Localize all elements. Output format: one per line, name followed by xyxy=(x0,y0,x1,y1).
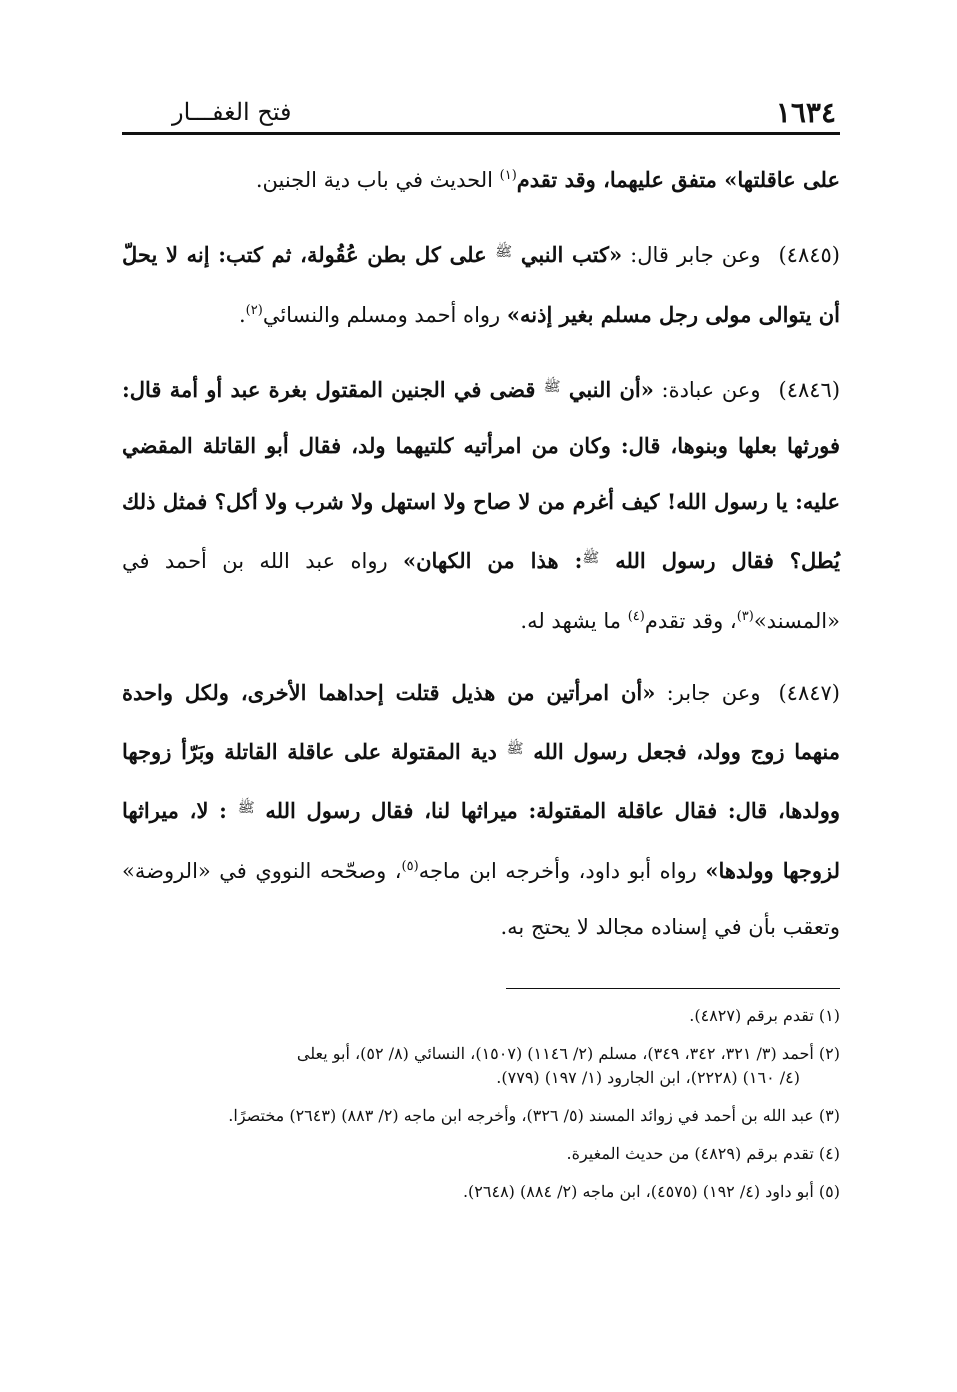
salutation-glyph: ﷺ xyxy=(506,741,524,757)
footnote-text: (٢) أحمد (٣/ ٣٢١، ٣٤٢، ٣٤٩)، مسلم (٢/ ١١٤٦) (١٥٠٧)، النسائي (٨/ ٥٢)، أبو يعلى xyxy=(296,1044,840,1063)
citation-text: رواه عبد الله بن أحمد في «المسند» xyxy=(122,549,840,633)
paragraph-text: الحديث في باب دية الجنين. xyxy=(255,168,500,192)
citation-text: ، وقد تقدم xyxy=(644,609,737,633)
hadith-number: (٤٨٤٧) xyxy=(778,681,840,705)
citation-text: رواه أحمد ومسلم والنسائي xyxy=(262,303,507,327)
salutation-glyph: ﷺ xyxy=(582,550,600,566)
footnote-4 xyxy=(122,1142,840,1166)
salutation-glyph: ﷺ xyxy=(543,379,561,395)
quote-text: «أن امرأتين من هذيل قتلت إحداهما الأخرى، ولكل واحدة منهما زوج وولد، فجعل رسول الله xyxy=(122,680,840,764)
footnote-ref: (١) xyxy=(499,168,517,183)
footnote-text: (٣) عبد الله بن أحمد في زوائد المسند (٥/ ٣٢٦)، وأخرجه ابن ماجه (٢/ ٨٨٣) (٢٦٤٣) مختصرًا. xyxy=(228,1106,840,1125)
running-header xyxy=(122,92,840,135)
hadith-4845 xyxy=(122,224,840,343)
footnote-ref: (٣) xyxy=(736,609,754,624)
quote-text: : لا، ميراثها لزوجها وولدها» xyxy=(122,798,840,883)
quote-text: «أن النبي xyxy=(560,377,654,402)
footnote-text-continued: (٤/ ١٦٠) (٢٢٢٨)، ابن الجارود (١/ ١٩٧) (٧٧٩). xyxy=(496,1068,800,1087)
footnote-text: (٥) أبو داود (٤/ ١٩٢) (٤٥٧٥)، ابن ماجه (٢/ ٨٨٤) (٢٦٤٨). xyxy=(462,1182,840,1201)
quote-text: : هذا من الكهان» xyxy=(402,548,583,573)
quote-text: دية المقتولة على عاقلة القاتلة وبَرّأ زوجها وولدها، قال: فقال عاقلة المقتولة: ميراثها لنا، فقال رسول الله xyxy=(122,739,841,823)
quote-text: على عاقلتها» متفق عليهما، وقد تقدم xyxy=(516,167,840,192)
paragraph-end: ، وصحّحه النووي في «الروضة» وتعقب بأن في إسناده مجالد لا يحتج به. xyxy=(122,859,840,939)
paragraph-end: ما يشهد له. xyxy=(520,609,628,633)
footnote-2 xyxy=(122,1042,840,1090)
narrator-lead: وعن عبادة: xyxy=(653,378,761,402)
footnote-3 xyxy=(122,1104,840,1128)
hadith-number: (٤٨٤٥) xyxy=(778,243,840,267)
footnote-5 xyxy=(122,1180,840,1204)
quote-text: «كتب النبي xyxy=(512,242,623,267)
main-text xyxy=(122,148,840,971)
hadith-4847 xyxy=(122,665,840,955)
footnotes xyxy=(122,1004,840,1218)
quote-text: على كل بطن عُقُولة، ثم كتب: إنه لا يحلّ أن يتوالى مولى رجل مسلم بغير إذنه» xyxy=(122,242,840,327)
book-title: فتح الغفـــار xyxy=(172,98,292,126)
footnote-divider xyxy=(506,988,840,989)
paragraph-end: . xyxy=(238,303,246,327)
footnote-text: (١) تقدم برقم (٤٨٢٧). xyxy=(689,1006,840,1025)
page-number: ١٦٣٤ xyxy=(775,96,836,129)
narrator-lead: وعن جابر: xyxy=(655,681,761,705)
quote-text: قضى في الجنين المقتول بغرة عبد أو أمة قال: فورثها بعلها وبنوها، قال: وكان من امرأتيه كلتيهما ولد، فقال أبو القاتلة المقضي عليه: يا رسول الله! كيف أغرم من لا صاح ولا استهل ولا شرب ولا أكل؟ فمثل ذلك يُطل؟ فقال رسول الله xyxy=(122,377,840,573)
footnote-1 xyxy=(122,1004,840,1028)
hadith-4846 xyxy=(122,359,840,649)
footnote-ref: (٥) xyxy=(401,859,419,874)
paragraph-continuation xyxy=(122,148,840,208)
hadith-number: (٤٨٤٦) xyxy=(778,378,841,402)
footnote-text: (٤) تقدم برقم (٤٨٢٩) من حديث المغيرة. xyxy=(566,1144,840,1163)
citation-text: رواه أبو داود، وأخرجه ابن ماجه xyxy=(418,859,706,883)
salutation-glyph: ﷺ xyxy=(237,800,255,816)
narrator-lead: وعن جابر قال: xyxy=(622,243,761,267)
footnote-ref: (٤) xyxy=(627,609,645,624)
salutation-glyph: ﷺ xyxy=(495,244,513,260)
footnote-ref: (٢) xyxy=(245,303,263,318)
